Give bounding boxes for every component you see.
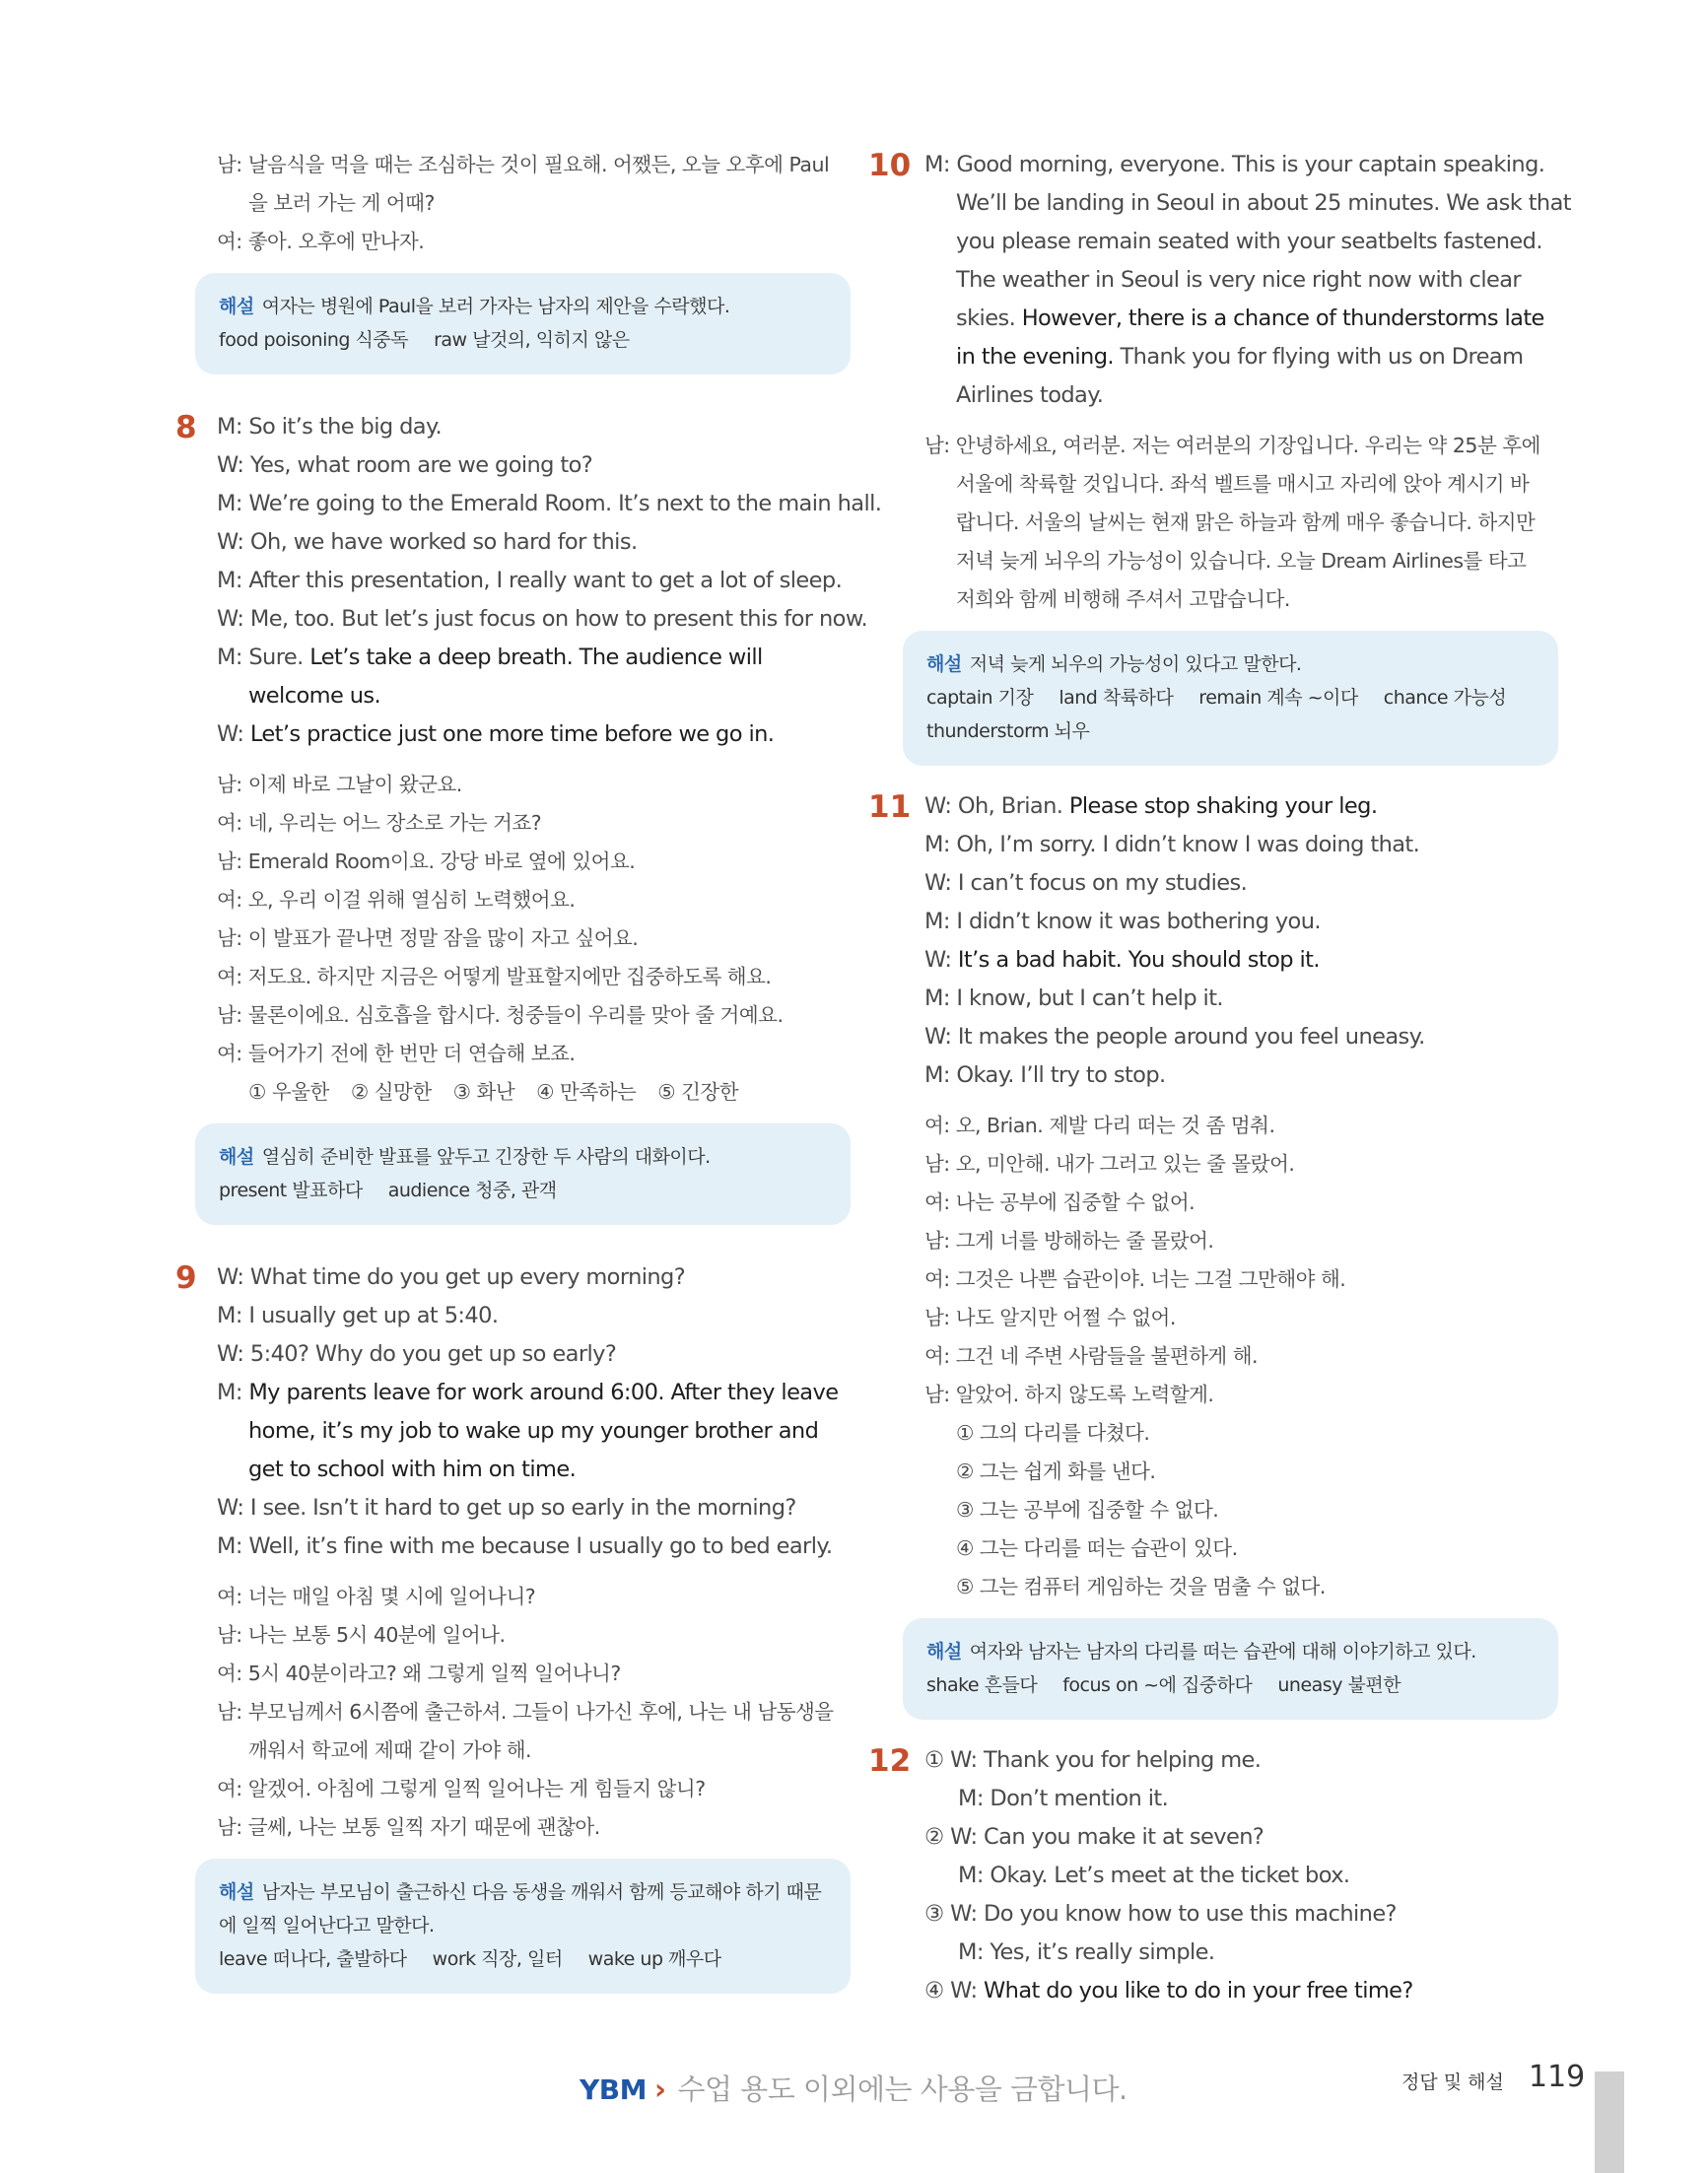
vocab-item: audience 청중, 관객 xyxy=(387,1180,557,1201)
korean-line: 남: 오, 미안해. 내가 그러고 있는 줄 몰랐어. xyxy=(924,1152,1295,1176)
korean-line: 남: 이제 바로 그날이 왔군요. xyxy=(217,773,462,796)
korean-line: 여: 알겠어. 아침에 그렇게 일찍 일어나는 게 힘들지 않니? xyxy=(217,1777,706,1800)
explanation-label: 해설 xyxy=(926,653,962,675)
korean-line: 저희와 함께 비행해 주셔서 고맙습니다. xyxy=(956,587,1290,611)
dialogue-text: you please remain seated with your seatbelts fastened. xyxy=(956,229,1542,254)
vocab-item: uneasy 불편한 xyxy=(1277,1674,1401,1696)
speaker-label: W: xyxy=(950,1901,978,1927)
korean-line: 남: 그게 너를 방해하는 줄 몰랐어. xyxy=(924,1229,1214,1253)
explanation-box-10 xyxy=(903,631,1558,766)
korean-line: 남: 나도 알지만 어쩔 수 없어. xyxy=(924,1306,1176,1329)
explanation-label: 해설 xyxy=(219,1146,254,1168)
korean-line: 여: 5시 40분이라고? 왜 그렇게 일찍 일어나니? xyxy=(217,1662,621,1685)
answer-options xyxy=(217,1073,872,1112)
korean-line: 남: 부모님께서 6시쯤에 출근하셔. 그들이 나가신 후에, 나는 내 남동생을 xyxy=(217,1700,834,1724)
chevron-right-icon: › xyxy=(653,2072,666,2106)
korean-translation xyxy=(924,1107,1580,1606)
problem-11 xyxy=(868,787,1580,1720)
notice-text: 수업 용도 이외에는 사용을 금합니다. xyxy=(677,2072,1127,2106)
answer-clue-text: My parents leave for work around 6:00. After they leave xyxy=(248,1380,839,1405)
explanation-box-11 xyxy=(903,1618,1558,1720)
speaker-label: M: xyxy=(924,985,950,1011)
answer-clue-text: However, there is a chance of thunderstorms late xyxy=(1021,306,1544,331)
korean-line: 랍니다. 서울의 날씨는 현재 맑은 하늘과 함께 매우 좋습니다. 하지만 xyxy=(956,510,1536,534)
answer-clue-text: What do you like to do in your free time? xyxy=(984,1978,1413,2003)
dialogue-text: Oh, we have worked so hard for this. xyxy=(249,529,638,555)
speaker-label: M: xyxy=(217,491,242,516)
korean-line: 저녁 늦게 뇌우의 가능성이 있습니다. 오늘 Dream Airlines를 타고 xyxy=(956,549,1527,573)
answer-clue-text: Please stop shaking your leg. xyxy=(1068,793,1378,819)
option-mark: ① xyxy=(924,1747,944,1773)
option-mark: ③ xyxy=(924,1901,944,1927)
answer-clue-text: home, it’s my job to wake up my younger brother and xyxy=(248,1418,819,1444)
korean-line: 여: 오, 우리 이걸 위해 열심히 노력했어요. xyxy=(217,888,576,912)
dialogue-text: Oh, I’m sorry. I didn’t know I was doing that. xyxy=(956,832,1420,857)
dialogue-text: Yes, it’s really simple. xyxy=(990,1939,1215,1965)
speaker-label: W: xyxy=(217,529,244,555)
option: ① 우울한 xyxy=(248,1080,329,1104)
speaker-label: M: xyxy=(217,414,242,440)
speaker-label: M: xyxy=(217,1533,242,1559)
option: ④ 만족하는 xyxy=(536,1080,637,1104)
option: ③ 화난 xyxy=(452,1080,515,1104)
explanation-text: 여자와 남자는 남자의 다리를 떠는 습관에 대해 이야기하고 있다. xyxy=(969,1641,1476,1663)
vocab-item: land 착륙하다 xyxy=(1059,687,1174,709)
speaker-label: W: xyxy=(217,452,244,478)
dialogue-text: It makes the people around you feel uneasy. xyxy=(957,1024,1425,1050)
dialogue-text: I can’t focus on my studies. xyxy=(957,870,1248,896)
vocab-item: shake 흔들다 xyxy=(926,1674,1038,1696)
korean-line: 서울에 착륙할 것입니다. 좌석 벨트를 매시고 자리에 앉아 계시기 바 xyxy=(956,472,1530,496)
explanation-text: 에 일찍 일어난다고 말한다. xyxy=(219,1915,435,1936)
dialogue-text: Me, too. But let’s just focus on how to present this for now. xyxy=(249,606,868,632)
page-number: 119 xyxy=(1529,2060,1586,2094)
korean-line: 남: 글쎄, 나는 보통 일찍 자기 때문에 괜찮아. xyxy=(217,1815,600,1839)
dialogue-text: I see. Isn’t it hard to get up so early in the morning? xyxy=(249,1495,796,1521)
speaker-label: M: xyxy=(217,1380,242,1405)
dialogue-text: skies. xyxy=(956,306,1016,331)
right-column xyxy=(868,146,1580,2010)
dialogue-text: The weather in Seoul is very nice right now with clear xyxy=(956,267,1522,293)
dialogue-text: Airlines today. xyxy=(956,382,1104,408)
korean-line: 남: 물론이에요. 심호흡을 합시다. 청중들이 우리를 맞아 줄 거예요. xyxy=(217,1003,784,1027)
speaker-label: M: xyxy=(924,1062,950,1088)
korean-translation xyxy=(217,766,872,1112)
dialogue-text: Oh, Brian. xyxy=(957,793,1063,819)
explanation-box-9 xyxy=(195,1859,851,1994)
vocab-item: remain 계속 ~이다 xyxy=(1198,687,1358,709)
dialogue-text: Okay. I’ll try to stop. xyxy=(956,1062,1166,1088)
speaker-label: M: xyxy=(924,152,950,177)
problem-number: 12 xyxy=(868,1743,912,1779)
dialogue-text: Thank you for helping me. xyxy=(984,1747,1262,1773)
korean-line: 남: 이 발표가 끝나면 정말 잠을 많이 자고 싶어요. xyxy=(217,926,639,950)
answer-clue-text: get to school with him on time. xyxy=(248,1457,577,1482)
section-title: 정답 및 해설 xyxy=(1401,2071,1504,2093)
explanation-label: 해설 xyxy=(219,296,254,317)
speaker-label: M: xyxy=(924,909,950,934)
speaker-label: M: xyxy=(217,1303,242,1328)
korean-line: 남: 안녕하세요, 여러분. 저는 여러분의 기장입니다. 우리는 약 25분 후에 xyxy=(924,434,1540,457)
option: ④ 그는 다리를 떠는 습관이 있다. xyxy=(956,1536,1238,1560)
dialogue-text: We’ll be landing in Seoul in about 25 minutes. We ask that xyxy=(956,190,1572,216)
dialogue-text: 5:40? Why do you get up so early? xyxy=(249,1341,617,1367)
explanation-text: 저녁 늦게 뇌우의 가능성이 있다고 말한다. xyxy=(969,653,1302,675)
vocab-item: chance 가능성 xyxy=(1383,687,1507,709)
ybm-logo: YBM xyxy=(580,2073,647,2106)
vocab-item: focus on ~에 집중하다 xyxy=(1062,1674,1253,1696)
dialogue xyxy=(217,1258,872,1566)
vocab-item: work 직장, 일터 xyxy=(432,1948,563,1970)
korean-line: 남: 알았어. 하지 않도록 노력할게. xyxy=(924,1383,1214,1406)
speaker-label: W: xyxy=(217,1264,244,1290)
speaker-label: W: xyxy=(217,1495,244,1521)
korean-line: 여: 그건 네 주변 사람들을 불편하게 해. xyxy=(924,1344,1259,1368)
dialogue-text: I usually get up at 5:40. xyxy=(248,1303,499,1328)
option: ② 실망한 xyxy=(350,1080,432,1104)
korean-line: 남: Emerald Room이요. 강당 바로 옆에 있어요. xyxy=(217,849,636,873)
speaker-label: W: xyxy=(924,793,952,819)
dialogue-text: Sure. xyxy=(248,645,304,670)
problem-10 xyxy=(868,146,1580,766)
option: ③ 그는 공부에 집중할 수 없다. xyxy=(956,1498,1219,1522)
problem-number: 11 xyxy=(868,789,912,825)
dialogue-text: Thank you for flying with us on Dream xyxy=(1120,344,1524,370)
speaker-label: M: xyxy=(924,832,950,857)
korean-line: 여: 네, 우리는 어느 장소로 가는 거죠? xyxy=(217,811,542,835)
explanation-text: 열심히 준비한 발표를 앞두고 긴장한 두 사람의 대화이다. xyxy=(261,1146,711,1168)
problem-number: 8 xyxy=(175,410,197,445)
dialogue-text: Good morning, everyone. This is your captain speaking. xyxy=(956,152,1545,177)
vocab-item: wake up 깨우다 xyxy=(587,1948,721,1970)
problem-12 xyxy=(868,1741,1580,2010)
dialogue-text: What time do you get up every morning? xyxy=(249,1264,686,1290)
vocab-item: captain 기장 xyxy=(926,687,1034,709)
speaker-label: M: xyxy=(958,1786,984,1811)
korean-line: 여: 그것은 나쁜 습관이야. 너는 그걸 그만해야 해. xyxy=(924,1267,1346,1291)
speaker-label: M: xyxy=(958,1939,984,1965)
speaker-label: W: xyxy=(924,870,952,896)
explanation-box-7 xyxy=(195,273,851,374)
korean-line: 남: 나는 보통 5시 40분에 일어나. xyxy=(217,1623,506,1647)
dialogue-text: Well, it’s fine with me because I usually go to bed early. xyxy=(248,1533,833,1559)
explanation-text: 여자는 병원에 Paul을 보러 가자는 남자의 제안을 수락했다. xyxy=(261,296,730,317)
korean-line: 남: 날음식을 먹을 때는 조심하는 것이 필요해. 어쨌든, 오늘 오후에 Paul xyxy=(217,153,830,176)
vocab-item: food poisoning 식중독 xyxy=(219,329,409,351)
dialogue-text: We’re going to the Emerald Room. It’s next to the main hall. xyxy=(248,491,882,516)
answer-clue-text: It’s a bad habit. You should stop it. xyxy=(957,947,1320,973)
left-column xyxy=(175,146,882,1994)
dialogue-text: I know, but I can’t help it. xyxy=(956,985,1223,1011)
speaker-label: W: xyxy=(950,1747,978,1773)
vocab-item: thunderstorm 뇌우 xyxy=(926,720,1090,742)
explanation-label: 해설 xyxy=(219,1881,254,1903)
speaker-label: M: xyxy=(217,568,242,593)
option: ① 그의 다리를 다쳤다. xyxy=(956,1421,1150,1445)
dialogue xyxy=(924,787,1580,1095)
dialogue-text: Don’t mention it. xyxy=(990,1786,1169,1811)
korean-line: 깨워서 학교에 제때 같이 가야 해. xyxy=(248,1738,532,1762)
vocab-item: present 발표하다 xyxy=(219,1180,363,1201)
dialogue xyxy=(924,146,1580,415)
dialogue-text: Do you know how to use this machine? xyxy=(984,1901,1397,1927)
option: ② 그는 쉽게 화를 낸다. xyxy=(956,1460,1156,1483)
korean-line: 여: 오, Brian. 제발 다리 떠는 것 좀 멈춰. xyxy=(924,1114,1275,1137)
answer-clue-text: Let’s take a deep breath. The audience will xyxy=(309,645,763,670)
speaker-label: W: xyxy=(950,1824,978,1850)
korean-line: 을 보러 가는 게 어때? xyxy=(248,191,435,215)
speaker-label: W: xyxy=(217,1341,244,1367)
korean-line: 여: 저도요. 하지만 지금은 어떻게 발표할지에만 집중하도록 해요. xyxy=(217,965,772,988)
answer-clue-text: welcome us. xyxy=(248,683,381,709)
dialogue-text: I didn’t know it was bothering you. xyxy=(956,909,1321,934)
option-mark: ② xyxy=(924,1824,944,1850)
answer-clue-text: in the evening. xyxy=(956,344,1114,370)
korean-translation xyxy=(924,427,1580,619)
explanation-text: 남자는 부모님이 출근하신 다음 동생을 깨워서 함께 등교해야 하기 때문 xyxy=(261,1881,822,1903)
korean-line: 여: 나는 공부에 집중할 수 없어. xyxy=(924,1190,1196,1214)
speaker-label: W: xyxy=(217,606,244,632)
explanation-label: 해설 xyxy=(926,1641,962,1663)
dialogue-text: Okay. Let’s meet at the ticket box. xyxy=(990,1863,1350,1888)
problem-9 xyxy=(175,1258,872,1994)
speaker-label: W: xyxy=(924,1024,952,1050)
speaker-label: M: xyxy=(958,1863,984,1888)
korean-line: 여: 좋아. 오후에 만나자. xyxy=(217,230,425,253)
option: ⑤ 그는 컴퓨터 게임하는 것을 멈출 수 없다. xyxy=(956,1575,1326,1598)
footer-notice xyxy=(580,2068,1127,2108)
side-tab xyxy=(1595,2071,1624,2173)
vocab-item: leave 떠나다, 출발하다 xyxy=(219,1948,407,1970)
korean-translation xyxy=(217,1578,872,1847)
dialogue-text: Can you make it at seven? xyxy=(984,1824,1264,1850)
problem-8 xyxy=(175,408,882,1225)
speaker-label: M: xyxy=(217,645,242,670)
explanation-box-8 xyxy=(195,1123,851,1225)
problem-number: 9 xyxy=(175,1260,197,1296)
problem-7-korean-tail xyxy=(217,146,872,261)
korean-line: 여: 너는 매일 아침 몇 시에 일어나니? xyxy=(217,1585,536,1608)
speaker-label: W: xyxy=(217,721,244,747)
dialogue-text: So it’s the big day. xyxy=(248,414,443,440)
dialogue xyxy=(217,408,882,754)
speaker-label: W: xyxy=(924,947,952,973)
korean-line: 여: 들어가기 전에 한 번만 더 연습해 보죠. xyxy=(217,1042,576,1065)
dialogue-text: After this presentation, I really want to get a lot of sleep. xyxy=(248,568,843,593)
vocab-item: raw 날것의, 익히지 않은 xyxy=(434,329,630,351)
problem-number: 10 xyxy=(868,148,912,183)
speaker-label: W: xyxy=(950,1978,978,2003)
option: ⑤ 긴장한 xyxy=(657,1080,739,1104)
dialogue-text: Yes, what room are we going to? xyxy=(249,452,593,478)
answer-clue-text: Let’s practice just one more time before we go in. xyxy=(249,721,775,747)
option-mark: ④ xyxy=(924,1978,944,2003)
